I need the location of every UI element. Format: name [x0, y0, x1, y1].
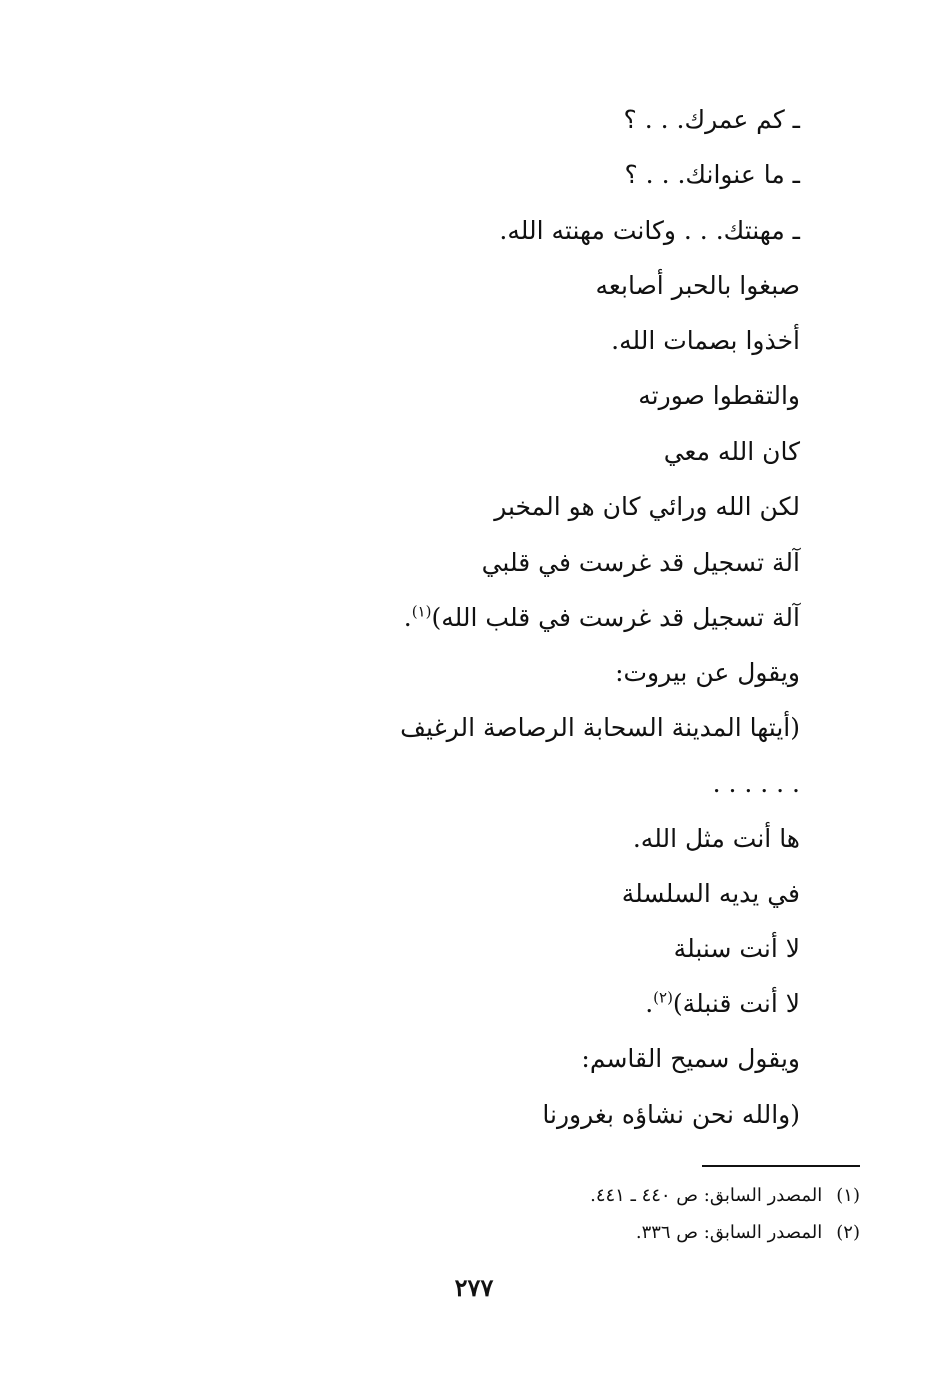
footnote-marker[interactable]: (٢)	[653, 988, 673, 1007]
verse-line: والتقطوا صورته	[638, 381, 800, 410]
footnote-number: (١)	[836, 1185, 860, 1206]
verse-line: (والله نحن نشاؤه بغرورنا	[542, 1100, 800, 1129]
verse-line: ويقول سميح القاسم:	[581, 1044, 800, 1073]
verse-line-with-footnote	[404, 598, 800, 638]
footnote-divider	[702, 1165, 860, 1167]
verse-line: ـ ما عنوانك. . . ؟	[624, 160, 800, 189]
verse-text: لا أنت قنبلة)	[672, 989, 800, 1018]
verse-period: .	[645, 989, 654, 1018]
footnote	[636, 1219, 860, 1247]
verse-line: ـ كم عمرك. . . ؟	[623, 105, 800, 134]
footnote-number: (٢)	[836, 1222, 860, 1243]
verse-line: لكن الله ورائي كان هو المخبر	[494, 492, 800, 521]
verse-line: كان الله معي	[663, 437, 800, 466]
verse-line: ها أنت مثل الله.	[632, 824, 800, 853]
verse-line: صبغوا بالحبر أصابعه	[595, 271, 800, 300]
verse-line: ـ مهنتك. . . وكانت مهنته الله.	[499, 216, 800, 245]
verse-line: ويقول عن بيروت:	[615, 658, 800, 687]
verse-line: آلة تسجيل قد غرست في قلبي	[481, 548, 800, 577]
verse-line: أخذوا بصمات الله.	[611, 326, 800, 355]
verse-period: .	[403, 603, 412, 632]
verse-line: (أيتها المدينة السحابة الرصاصة الرغيف	[400, 713, 800, 742]
footnote-text: المصدر السابق: ص ٣٣٦.	[635, 1222, 823, 1243]
ellipsis-line: . . . . . .	[712, 769, 800, 798]
footnote-marker[interactable]: (١)	[411, 602, 432, 621]
verse-text: آلة تسجيل قد غرست في قلب الله)	[431, 603, 800, 632]
verse-line-with-footnote	[645, 984, 800, 1024]
footnote-text: المصدر السابق: ص ٤٤٠ ـ ٤٤١.	[590, 1185, 823, 1206]
footnote	[590, 1182, 860, 1210]
verse-line: لا أنت سنبلة	[673, 934, 800, 963]
page-number: ٢٧٧	[454, 1273, 494, 1302]
verse-line: في يديه السلسلة	[621, 879, 800, 908]
